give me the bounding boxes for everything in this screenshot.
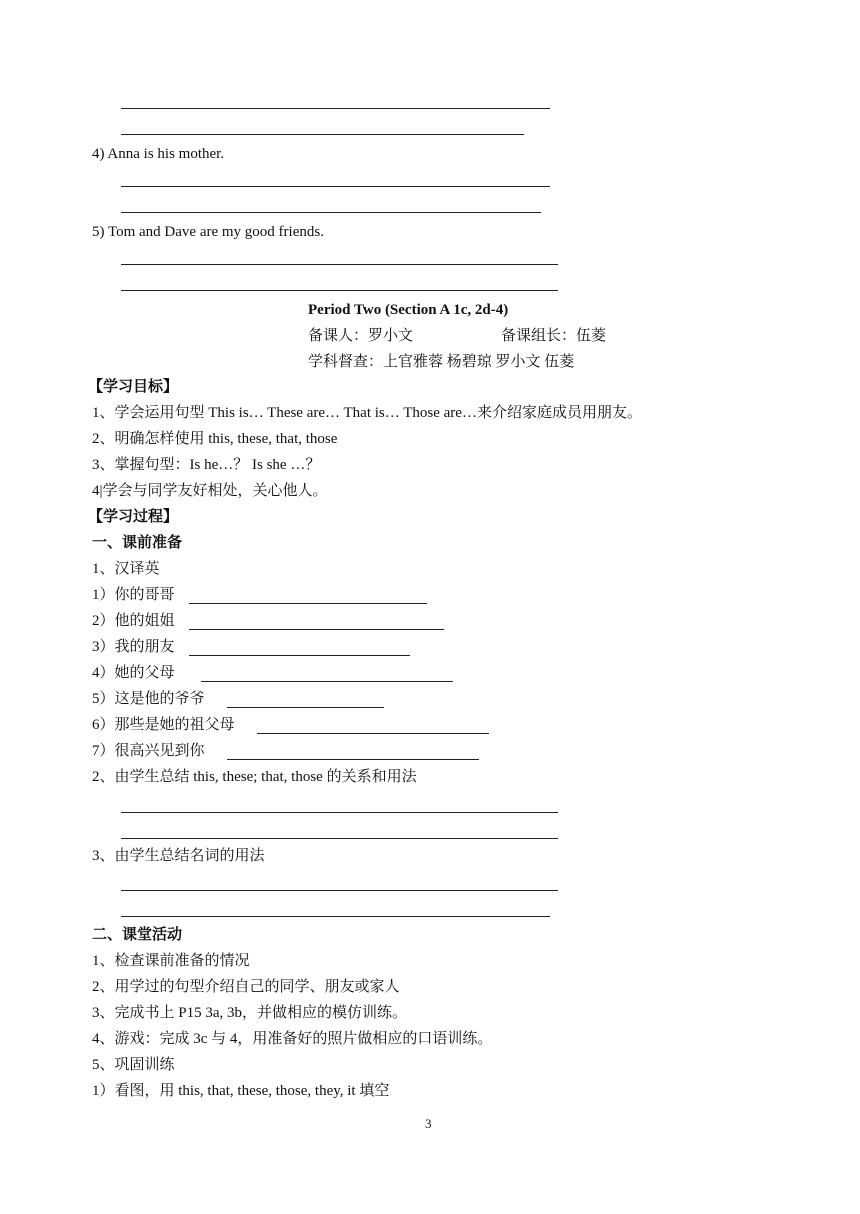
class-item: 5、巩固训练 xyxy=(92,1057,175,1073)
period-title: Period Two (Section A 1c, 2d-4) xyxy=(308,302,509,318)
translate-item: 3）我的朋友 xyxy=(92,639,175,655)
group-lead: 备课组长：伍菱 xyxy=(501,328,607,344)
translate-label: 1、汉译英 xyxy=(92,561,160,577)
answer-line[interactable] xyxy=(121,890,558,891)
translate-blank[interactable] xyxy=(227,759,479,760)
answer-line[interactable] xyxy=(121,290,558,291)
class-item: 4、游戏：完成 3c 与 4，用准备好的照片做相应的口语训练。 xyxy=(92,1031,493,1047)
answer-line[interactable] xyxy=(121,186,550,187)
preparer: 备课人：罗小文 xyxy=(308,328,414,344)
exercise-item: 5) Tom and Dave are my good friends. xyxy=(92,224,324,240)
answer-line[interactable] xyxy=(121,838,558,839)
goal-item: 4|学会与同学友好相处，关心他人。 xyxy=(92,483,328,499)
translate-item: 7）很高兴见到你 xyxy=(92,743,205,759)
answer-line[interactable] xyxy=(121,916,550,917)
class-item: 2、用学过的句型介绍自己的同学、朋友或家人 xyxy=(92,979,400,995)
class-item: 1）看图，用 this, that, these, those, they, it 填空 xyxy=(92,1083,390,1099)
prep-heading: 一、课前准备 xyxy=(92,535,183,551)
summary-this: 2、由学生总结 this, these; that, those 的关系和用法 xyxy=(92,769,417,785)
translate-item: 6）那些是她的祖父母 xyxy=(92,717,235,733)
translate-item: 4）她的父母 xyxy=(92,665,175,681)
translate-blank[interactable] xyxy=(189,603,427,604)
translate-blank[interactable] xyxy=(257,733,489,734)
class-heading: 二、课堂活动 xyxy=(92,927,183,943)
summary-noun: 3、由学生总结名词的用法 xyxy=(92,848,265,864)
answer-line[interactable] xyxy=(121,812,558,813)
translate-item: 2）他的姐姐 xyxy=(92,613,175,629)
translate-blank[interactable] xyxy=(227,707,384,708)
translate-blank[interactable] xyxy=(189,655,410,656)
answer-line[interactable] xyxy=(121,108,550,109)
goal-item: 2、明确怎样使用 this, these, that, those xyxy=(92,431,338,447)
translate-item: 5）这是他的爷爷 xyxy=(92,691,205,707)
answer-line[interactable] xyxy=(121,264,558,265)
exercise-item: 4) Anna is his mother. xyxy=(92,146,225,162)
supervisors: 学科督查：上官雅蓉 杨碧琼 罗小文 伍菱 xyxy=(308,354,575,370)
translate-blank[interactable] xyxy=(189,629,444,630)
goal-item: 1、学会运用句型 This is… These are… That is… Those are…来介绍家庭成员用朋友。 xyxy=(92,405,642,421)
translate-item: 1）你的哥哥 xyxy=(92,587,175,603)
class-item: 3、完成书上 P15 3a, 3b，并做相应的模仿训练。 xyxy=(92,1005,408,1021)
goals-heading: 【学习目标】 xyxy=(88,379,179,395)
translate-blank[interactable] xyxy=(201,681,453,682)
answer-line[interactable] xyxy=(121,134,524,135)
page-number: 3 xyxy=(425,1116,432,1131)
class-item: 1、检查课前准备的情况 xyxy=(92,953,250,969)
answer-line[interactable] xyxy=(121,212,541,213)
process-heading: 【学习过程】 xyxy=(88,509,179,525)
goal-item: 3、掌握句型：Is he…？ Is she …？ xyxy=(92,457,321,473)
